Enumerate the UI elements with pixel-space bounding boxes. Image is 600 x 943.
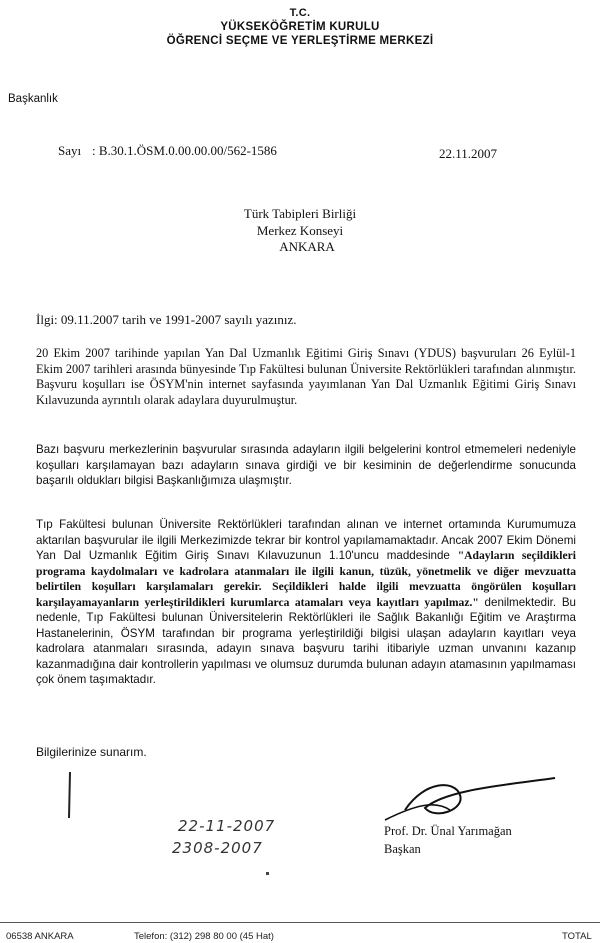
body-paragraph-3 bbox=[36, 517, 576, 688]
pen-mark bbox=[60, 770, 80, 820]
handwritten-date: 22-11-2007 bbox=[178, 817, 276, 835]
signatory-name: Prof. Dr. Ünal Yarımağan bbox=[384, 824, 512, 838]
recipient-block bbox=[0, 206, 600, 256]
recipient-line-1: Türk Tabipleri Birliği bbox=[243, 206, 357, 221]
body-paragraph-2: Bazı başvuru merkezlerinin başvurular sırasında adayların ilgili belgelerini kontrol etmemeleri nedeniyle koşulları karşılamayan bazı adayların sınava girdiği ve bir kesiminin de değerlendirme sonucunda başarılı oldukları bilgisi Başkanlığımıza ulaşmıştır. bbox=[36, 443, 576, 487]
signatory-title: Başkan bbox=[384, 842, 421, 856]
body-paragraph-1: 20 Ekim 2007 tarihinde yapılan Yan Dal Uzmanlık Eğitimi Giriş Sınavı (YDUS) başvuruları 26 Eylül-1 Ekim 2007 tarihleri arasında bünyesinde Tıp Fakültesi bulunan Üniversite Rektörlükleri tarafından alınmıştır. Başvuru koşulları ise ÖSYM'nin internet sayfasında yayımlanan Yan Dal Uzmanlık Eğitimi Giriş Sınavı Kılavuzunda ayrıntılı olarak adaylara duyurulmuştur. bbox=[36, 346, 576, 407]
signature-scribble bbox=[365, 770, 565, 830]
footer bbox=[0, 931, 600, 943]
letterhead-line-1: T.C. bbox=[289, 7, 311, 19]
footer-divider bbox=[0, 922, 600, 923]
letterhead-line-2: YÜKSEKÖĞRETİM KURULU bbox=[220, 21, 380, 33]
signature-block bbox=[384, 822, 512, 858]
footer-phone: Telefon: (312) 298 80 00 (45 Hat) bbox=[134, 931, 274, 942]
footer-total: TOTAL bbox=[562, 931, 592, 942]
subject-line: İlgi: 09.11.2007 tarih ve 1991-2007 sayılı yazınız. bbox=[36, 312, 297, 327]
body-paragraph-3-intro: Tıp Fakültesi bulunan Üniversite Rektörlükleri tarafından alınan ve internet ortamında Kurumumuza aktarılan başvurular ile ilgili Merkezimizde tekrar bir kontrol yapılamamaktadır. Ancak 2007 Ekim Dönemi Yan Dal Uzmanlık Eğitim Giriş Sınavı Kılavuzunun 1.10'uncu maddesinde bbox=[36, 518, 576, 562]
handwritten-number: 2308-2007 bbox=[172, 839, 263, 857]
closing-line: Bilgilerinize sunarım. bbox=[36, 745, 147, 759]
footer-address: 06538 ANKARA bbox=[6, 931, 74, 942]
department-label: Başkanlık bbox=[8, 93, 58, 105]
body-paragraph-3-rest: denilmektedir. Bu nedenle, Tıp Fakültesi bulunan Üniversitelerin Rektörlükleri ile Sağlık Bakanlığı Eğitim ve Araştırma Hastanelerinin, ÖSYM tarafından bir programa yerleştirildiği bilgisi ulaşan adayların kayıtları veya kadrolara atanmaları sırasında, adayın sınava başvuru tarihi itibariyle uzman unvanını kazanıp kazanmadığına dair kontrollerin yapılması ve olumsuz durumda bulunan adayın atamasının yapılmaması çok önem taşımaktadır. bbox=[36, 595, 577, 686]
stray-mark bbox=[266, 872, 269, 875]
body-paragraph-3-quote: "Adayların seçildikleri programa kaydolmaları ve kadrolara atanmaları ile ilgili kanun, tüzük, yönetmelik ve diğer mevzuatta belirtilen koşulları karşılamaları gerekir. Seçildikleri halde ilgili mevzuatta öngörülen koşulları karşılayamayanların yerleştirildikleri kurumlarca atamaları veya kayıtları yapılmaz." bbox=[36, 549, 576, 609]
reference-date: 22.11.2007 bbox=[439, 146, 498, 161]
recipient-line-3: ANKARA bbox=[279, 239, 335, 254]
reference-number: : B.30.1.ÖSM.0.00.00.00/562-1586 bbox=[92, 143, 277, 158]
letterhead-line-3: ÖĞRENCİ SEÇME VE YERLEŞTİRME MERKEZİ bbox=[166, 35, 434, 47]
recipient-line-2: Merkez Konseyi bbox=[256, 222, 344, 238]
reference-label: Sayı bbox=[58, 143, 82, 158]
